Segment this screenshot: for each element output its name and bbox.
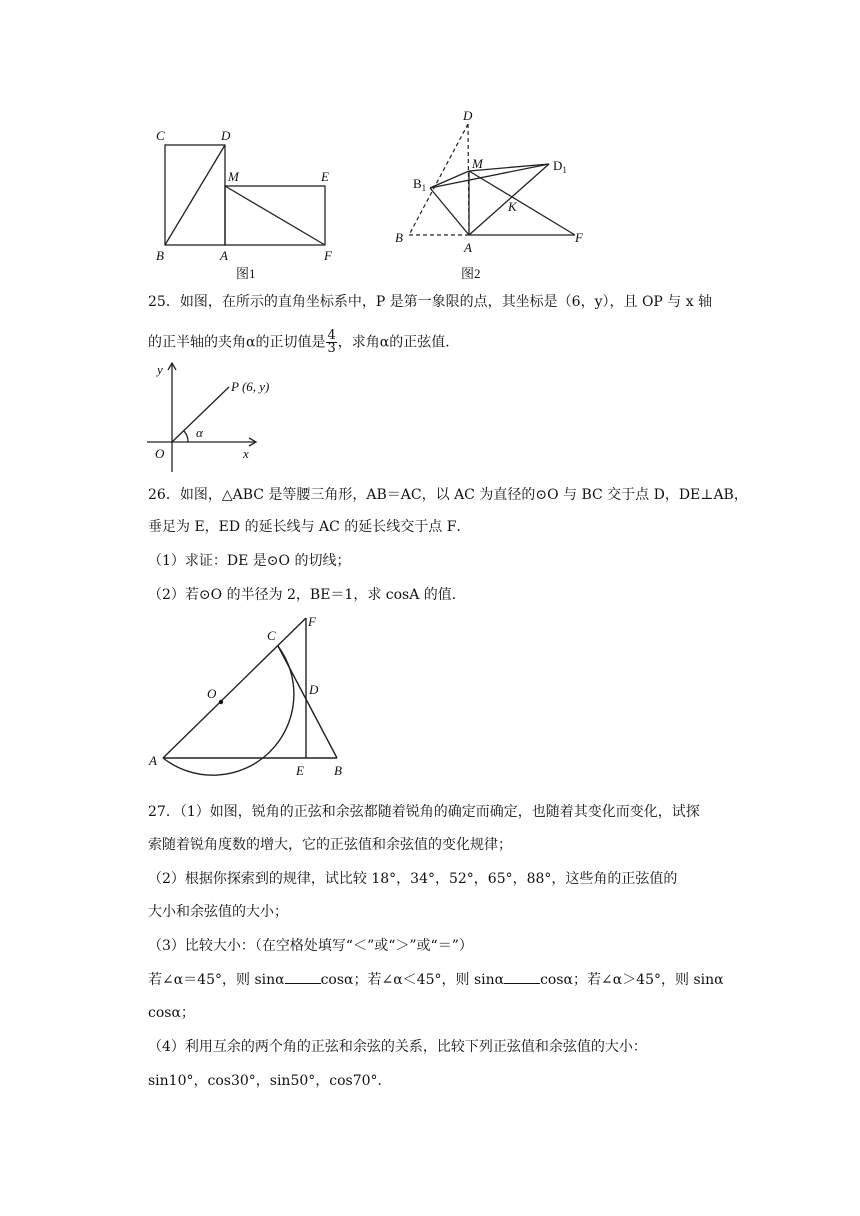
label-A: A [149, 753, 157, 768]
label-M: M [228, 169, 239, 184]
fraction-4-over-3 [326, 330, 336, 355]
q26-sub1: （1）求证：DE 是⊙O 的切线； [148, 553, 351, 569]
label-O: O [207, 686, 217, 701]
label-D: D [309, 682, 319, 697]
answer-blank-2[interactable] [504, 971, 540, 984]
label-C: C [156, 128, 165, 143]
q27-line1: 27．（1）如图，锐角的正弦和余弦都随着锐角的确定而确定，也随着其变化而变化，试探 [148, 804, 700, 820]
fraction-denominator: 3 [327, 341, 336, 356]
fraction-numerator: 4 [327, 328, 336, 343]
segment-B1D1 [430, 164, 549, 188]
segment-MF [469, 171, 575, 235]
q26-line2: 垂足为 E，ED 的延长线与 AC 的延长线交于点 F． [148, 519, 471, 535]
q27-line8: （4）利用互余的两个角的正弦和余弦的关系，比较下列正弦值和余弦值的大小： [148, 1039, 647, 1055]
label-P: P (6, y) [231, 379, 270, 394]
figure-2-caption: 图2 [461, 266, 481, 281]
figure-1 [140, 118, 350, 286]
figure-26 [145, 612, 355, 784]
q27-line7: cosα； [148, 1005, 195, 1021]
label-F: F [308, 614, 316, 629]
q25-text-before-fraction: 的正半轴的夹角α的正切值是 [148, 334, 326, 351]
q27-line2: 索随着锐角度数的增大，它的正弦值和余弦值的变化规律； [148, 837, 512, 853]
label-x: x [243, 446, 249, 461]
q27-line6-part2: cosα；若∠α＜45°，则 sinα [320, 972, 505, 988]
segment-CB [278, 646, 337, 758]
segment-MF [225, 186, 325, 245]
q27-line9: sin10°，cos30°，sin50°，cos70°． [148, 1073, 392, 1089]
q27-line6-part3: cosα；若∠α＞45°，则 sinα [540, 972, 724, 988]
label-B: B [334, 763, 342, 778]
q25-line1: 25．如图，在所示的直角坐标系中，P 是第一象限的点，其坐标是（6，y），且 OP 与 x 轴 [148, 294, 713, 310]
segment-AF [163, 618, 306, 758]
label-D1: $D_1$ [553, 158, 567, 175]
figure-1-caption: 图1 [236, 266, 256, 281]
segment-BD [165, 145, 225, 245]
segment-B1M [430, 171, 469, 188]
label-F: F [575, 230, 583, 245]
q26-sub2: （2）若⊙O 的半径为 2，BE＝1，求 cosA 的值． [148, 587, 466, 603]
q25-text-after-fraction: ，求角α的正弦值． [337, 334, 460, 351]
figure-25 [145, 360, 295, 478]
label-B1: $B_1$ [413, 176, 427, 193]
label-M: M [472, 156, 483, 171]
label-y: y [157, 362, 163, 377]
label-C: C [267, 628, 276, 643]
label-A: A [464, 240, 472, 255]
q27-line6-part1: 若∠α＝45°，则 sinα [148, 972, 285, 988]
center-point-O [219, 700, 223, 704]
label-F: F [324, 248, 332, 263]
q27-line4: 大小和余弦值的大小； [148, 904, 288, 920]
label-D: D [221, 128, 231, 143]
label-D: D [463, 108, 473, 123]
label-A: A [220, 248, 228, 263]
q27-line3: （2）根据你探索到的规律，试比较 18°，34°，52°，65°，88°，这些角的正弦值的 [148, 871, 678, 887]
answer-blank-1[interactable] [285, 971, 321, 984]
label-O: O [155, 446, 165, 461]
label-E: E [296, 763, 304, 778]
q25-line2 [148, 330, 459, 355]
segment-B1A [430, 188, 469, 235]
q26-line1: 26．如图，△ABC 是等腰三角形，AB＝AC，以 AC 为直径的⊙O 与 BC 交于点 D，DE⊥AB， [148, 487, 748, 503]
q27-line6 [148, 971, 724, 989]
label-K: K [508, 199, 517, 214]
angle-alpha-arc [184, 431, 189, 443]
label-B: B [395, 230, 403, 245]
label-E: E [321, 169, 329, 184]
label-alpha: α [196, 425, 203, 440]
figure-2 [385, 108, 595, 286]
q27-line5: （3）比较大小：（在空格处填写“＜”或“＞”或“＝”） [148, 938, 473, 954]
semicircle-O [163, 646, 294, 775]
label-B: B [156, 248, 164, 263]
